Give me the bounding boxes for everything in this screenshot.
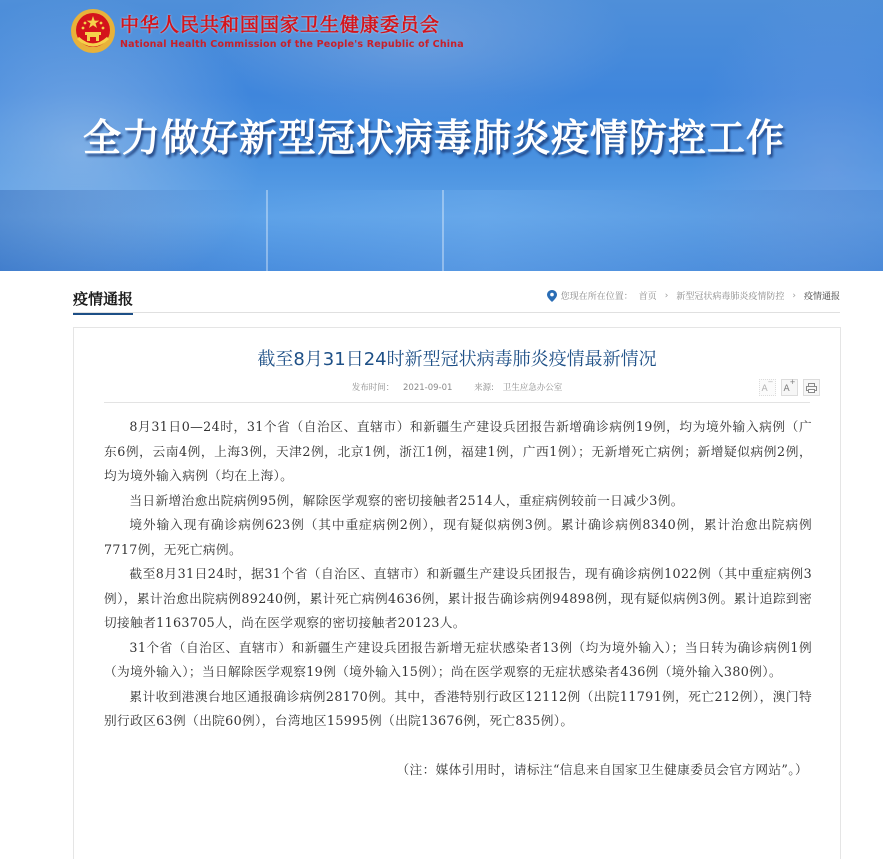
national-emblem-icon[interactable] — [70, 8, 116, 54]
breadcrumb-separator: › — [664, 290, 669, 301]
publish-date: 2021-09-01 — [403, 383, 453, 393]
publish-label: 发布时间： — [351, 383, 395, 393]
breadcrumb-covid-prevention[interactable]: 新型冠状病毒肺炎疫情防控 — [676, 292, 785, 302]
breadcrumb-separator: › — [792, 290, 796, 301]
breadcrumb — [547, 289, 840, 302]
article-tools — [759, 379, 820, 396]
paragraph-new-cases: 8月31日0—24时，31个省（自治区、直辖市）和新疆生产建设兵团报告新增确诊病例19例，均为境外输入病例（广东6例，云南4例，上海3例，天津2例，北京1例，浙江1例，福建1例，广西1例）；无新增死亡病例；新增疑似病例2例，均为境外输入病例（均在上海）。 — [104, 419, 812, 483]
paragraph-hk-macao-taiwan: 累计收到港澳台地区通报确诊病例28170例。其中，香港特别行政区12112例（出院11791例，死亡212例），澳门特别行政区63例（出院60例），台湾地区15995例（出院13676例，死亡835例）。 — [104, 688, 812, 728]
site-title-english[interactable]: National Health Commission of the People's Republic of China — [120, 39, 464, 50]
font-decrease-icon: A− — [761, 378, 774, 394]
section-title: 疫情通报 — [73, 288, 133, 315]
paragraph-asymptomatic: 31个省（自治区、直辖市）和新疆生产建设兵团报告新增无症状感染者13例（均为境外输入）；当日转为确诊病例1例（为境外输入）；当日解除医学观察19例（境外输入15例）；尚在医学观察的无症状感染者436例（境外输入380例）。 — [104, 639, 812, 679]
article-meta — [74, 378, 840, 394]
section-header — [73, 286, 840, 313]
paragraph-recoveries: 当日新增治愈出院病例95例，解除医学观察的密切接触者2514人，重症病例较前一日减少3例。 — [129, 492, 684, 508]
breadcrumb-prefix: 您现在所在位置： — [560, 292, 633, 302]
banner-slogan: 全力做好新型冠状病毒肺炎疫情防控工作 — [83, 116, 786, 160]
article-title: 截至8月31日24时新型冠状病毒肺炎疫情最新情况 — [257, 349, 657, 370]
paragraph-imported-cases: 境外输入现有确诊病例623例（其中重症病例2例），现有疑似病例3例。累计确诊病例8340例，累计治愈出院病例7717例，无死亡病例。 — [104, 517, 812, 557]
print-icon — [806, 383, 817, 393]
font-increase-button[interactable] — [781, 379, 798, 396]
banner-decoration — [266, 190, 268, 271]
breadcrumb-home[interactable]: 首页 — [638, 292, 657, 302]
header-banner — [0, 0, 883, 271]
banner-decoration — [442, 190, 444, 271]
source-label: 来源: — [474, 383, 494, 393]
font-decrease-button[interactable] — [759, 379, 776, 396]
article-card — [73, 327, 841, 859]
site-title[interactable]: 中华人民共和国国家卫生健康委员会 — [120, 14, 441, 36]
breadcrumb-epidemic-report[interactable]: 疫情通报 — [803, 292, 840, 302]
divider — [104, 402, 810, 403]
media-citation-note: （注：媒体引用时，请标注“信息来自国家卫生健康委员会官方网站”。） — [396, 761, 808, 777]
font-increase-icon: A+ — [783, 378, 796, 394]
article-body — [104, 415, 812, 782]
source-value: 卫生应急办公室 — [502, 383, 563, 393]
print-button[interactable] — [803, 379, 820, 396]
paragraph-cumulative: 截至8月31日24时，据31个省（自治区、直辖市）和新疆生产建设兵团报告，现有确诊病例1022例（其中重症病例3例），累计治愈出院病例89240例，累计死亡病例4636例，累计报告确诊病例94898例，现有疑似病例3例。累计追踪到密切接触者1163705人，尚在医学观察的密切接触者20123人。 — [104, 566, 812, 630]
location-pin-icon — [547, 290, 557, 302]
